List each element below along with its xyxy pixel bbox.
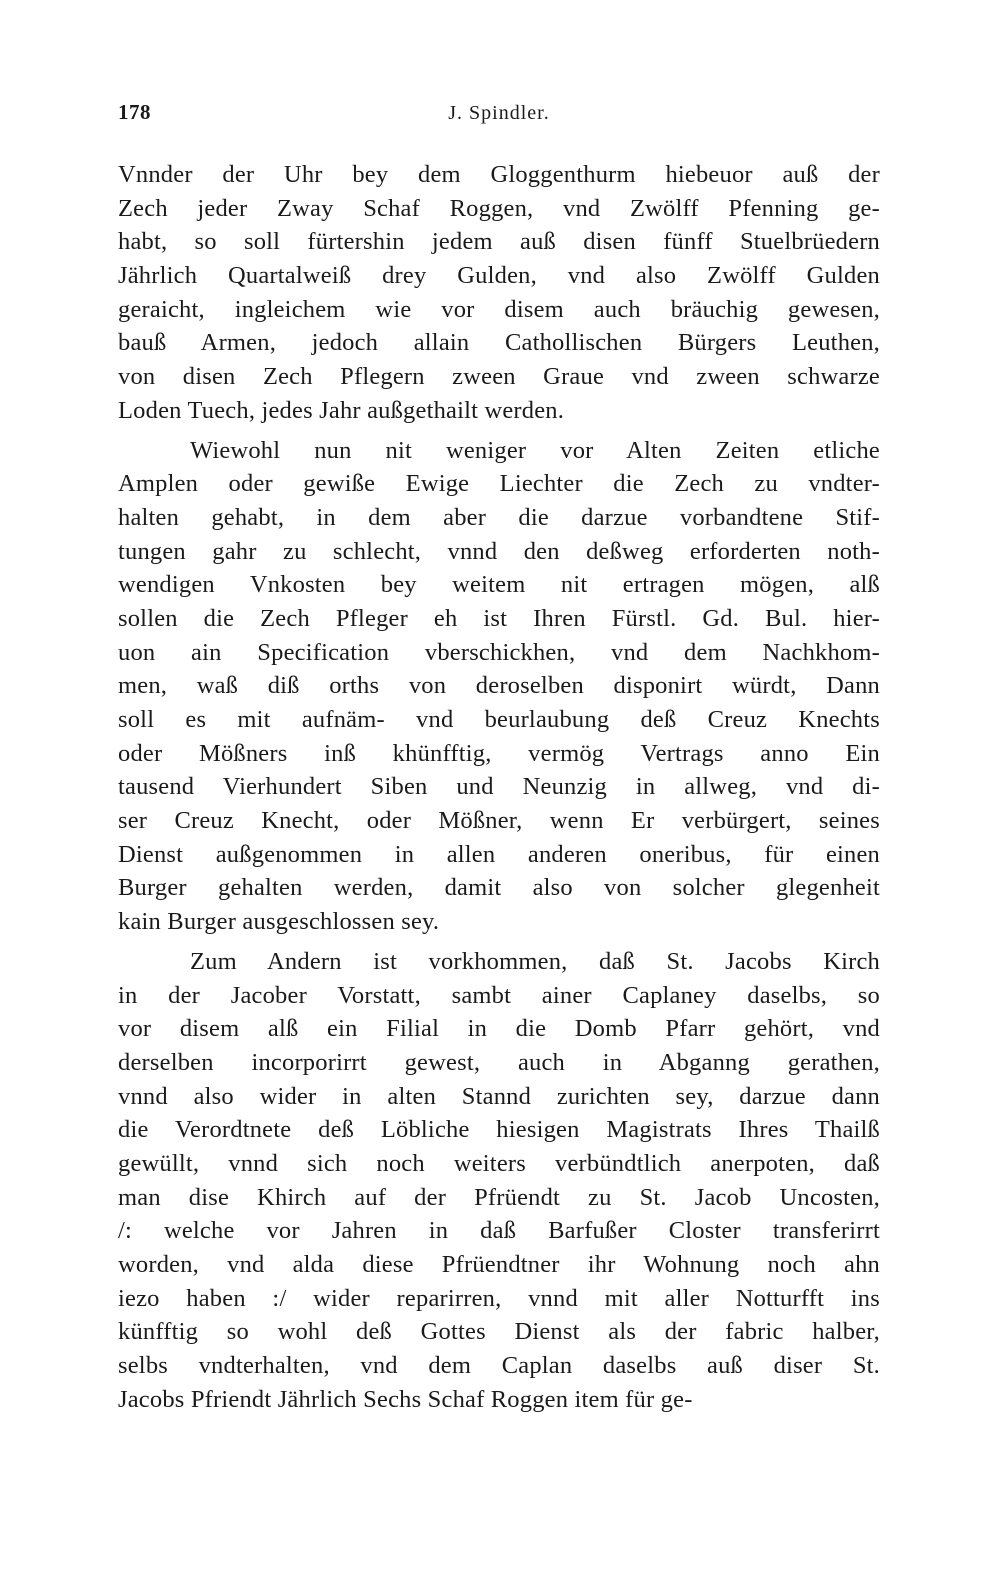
text-line: iezo haben :/ wider reparirren, vnnd mit aller Notturfft ins <box>118 1284 880 1312</box>
text-line: oder Mößners inß khünfftig, vermög Vertrags anno Ein <box>118 739 880 767</box>
text-line: in der Jacober Vorstatt, sambt ainer Caplaney daselbs, so <box>118 981 880 1009</box>
text-line: derselben incorporirrt gewest, auch in Abganng gerathen, <box>118 1048 880 1076</box>
page-number: 178 <box>118 100 151 124</box>
page-header <box>118 100 880 132</box>
text-line: geraicht, ingleichem wie vor disem auch bräuchig gewesen, <box>118 295 880 323</box>
text-line: Vnnder der Uhr bey dem Gloggenthurm hiebeuor auß der <box>118 161 880 188</box>
text-line: Burger gehalten werden, damit also von solcher glegenheit <box>118 874 880 902</box>
text-line: Zech jeder Zway Schaf Roggen, vnd Zwölff Pfenning ge- <box>118 194 880 222</box>
text-line: ser Creuz Knecht, oder Mößner, wenn Er verbürgert, seines <box>118 807 880 835</box>
text-line: soll es mit aufnäm- vnd beurlaubung deß Creuz Knechts <box>118 706 880 733</box>
text-line: tungen gahr zu schlecht, vnnd den deßweg erforderten noth- <box>118 537 880 565</box>
text-line: bauß Armen, jedoch allain Cathollischen Bürgers Leuthen, <box>118 329 880 357</box>
text-line: men, waß diß orths von deroselben disponirt würdt, Dann <box>118 672 880 700</box>
paragraph <box>118 158 880 428</box>
text-line: /: welche vor Jahren in daß Barfußer Closter transferirrt <box>118 1217 880 1245</box>
text-line: künfftig so wohl deß Gottes Dienst als der fabric halber, <box>118 1318 880 1346</box>
text-line: kain Burger ausgeschlossen sey. <box>118 908 440 936</box>
text-line: tausend Vierhundert Siben und Neunzig in allweg, vnd di- <box>118 773 880 801</box>
text-line: Amplen oder gewiße Ewige Liechter die Zech zu vndter- <box>118 470 880 498</box>
text-line: selbs vndterhalten, vnd dem Caplan daselbs auß diser St. <box>118 1352 880 1380</box>
text-line: uon ain Specification vberschickhen, vnd dem Nachkhom- <box>118 638 880 666</box>
text-line: vor disem alß ein Filial in die Domb Pfarr gehört, vnd <box>118 1015 880 1043</box>
text-line: Zum Andern ist vorkhommen, daß St. Jacobs Kirch <box>190 947 880 975</box>
running-head: J. Spindler. <box>448 102 550 124</box>
text-line: sollen die Zech Pfleger eh ist Ihren Fürstl. Gd. Bul. hier- <box>118 604 880 632</box>
text-line: worden, vnd alda diese Pfrüendtner ihr Wohnung noch ahn <box>118 1251 880 1278</box>
text-line: man dise Khirch auf der Pfrüendt zu St. Jacob Uncosten, <box>118 1183 880 1211</box>
text-line: Loden Tuech, jedes Jahr außgethailt werden. <box>118 396 565 424</box>
text-line: halten gehabt, in dem aber die darzue vorbandtene Stif- <box>118 503 880 531</box>
text-line: wendigen Vnkosten bey weitem nit ertragen mögen, alß <box>118 571 880 599</box>
paragraph <box>118 945 880 1417</box>
text-line: vnnd also wider in alten Stannd zurichten sey, darzue dann <box>118 1082 880 1110</box>
text-line: habt, so soll fürtershin jedem auß disen fünff Stuelbrüedern <box>118 228 880 256</box>
body-text <box>118 158 880 1422</box>
text-line: Jacobs Pfriendt Jährlich Sechs Schaf Roggen item für ge- <box>118 1385 693 1413</box>
text-line: Wiewohl nun nit weniger vor Alten Zeiten etliche <box>190 436 880 464</box>
text-line: von disen Zech Pflegern zween Graue vnd zween schwarze <box>118 363 880 391</box>
text-line: Jährlich Quartalweiß drey Gulden, vnd also Zwölff Gulden <box>118 262 880 290</box>
text-line: Dienst außgenommen in allen anderen oneribus, für einen <box>118 840 880 868</box>
text-line: gewüllt, vnnd sich noch weiters verbündtlich anerpoten, daß <box>118 1149 880 1177</box>
paragraph <box>118 434 880 939</box>
text-line: die Verordtnete deß Löbliche hiesigen Magistrats Ihres Thailß <box>118 1116 880 1144</box>
